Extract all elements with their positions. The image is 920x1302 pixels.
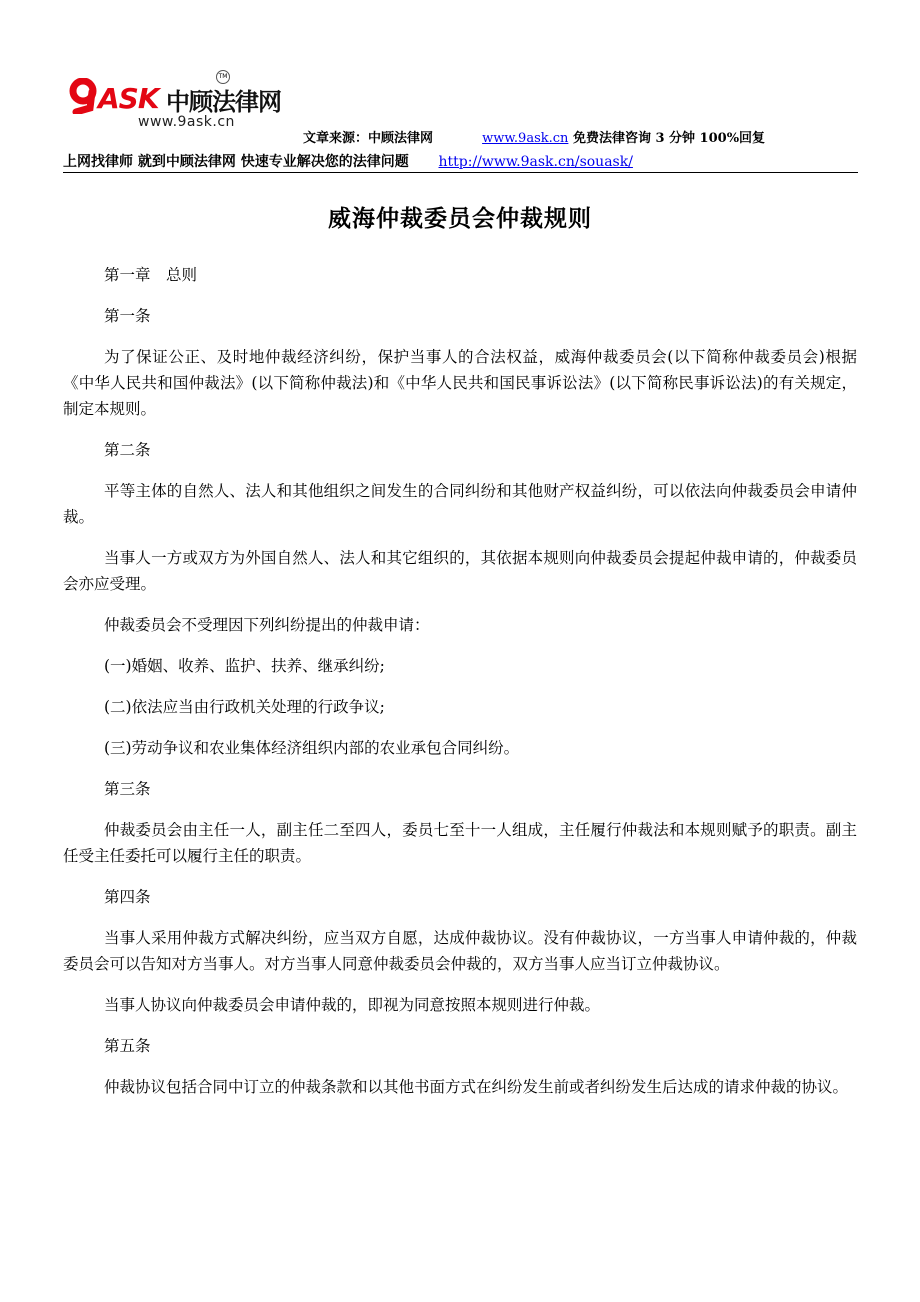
- paragraph: 第一条: [104, 307, 151, 325]
- logo-url-text: www.9ask.cn: [138, 114, 235, 130]
- paragraph: 第一章 总则: [104, 266, 198, 284]
- paragraph: 当事人协议向仲裁委员会申请仲裁的，即视为同意按照本规则进行仲裁。: [104, 996, 601, 1014]
- slogan-text: 上网找律师 就到中顾法律网 快速专业解决您的法律问题: [63, 154, 409, 170]
- document-title: 威海仲裁委员会仲裁规则: [328, 205, 592, 232]
- paragraph: 仲裁协议包括合同中订立的仲裁条款和以其他书面方式在纠纷发生前或者纠纷发生后达成的请求仲裁的协议。: [104, 1078, 849, 1096]
- paragraph: 平等主体的自然人、法人和其他组织之间发生的合同纠纷和其他财产权益纠纷，可以依法向仲裁委员会申请仲裁。: [63, 482, 857, 526]
- page-header: [63, 70, 858, 174]
- source-link[interactable]: www.9ask.cn: [482, 131, 569, 146]
- logo-ask-text: ASK: [98, 82, 159, 115]
- paragraph: (一)婚姻、收养、监护、扶养、继承纠纷;: [104, 657, 385, 675]
- paragraph: 为了保证公正、及时地仲裁经济纠纷，保护当事人的合法权益，威海仲裁委员会(以下简称仲裁委员会)根据《中华人民共和国仲裁法》(以下简称仲裁法)和《中华人民共和国民事诉讼法》(以下简称民事诉讼法)的有关规定，制定本规则。: [63, 348, 857, 418]
- paragraph: 第三条: [104, 780, 151, 798]
- paragraph: 第四条: [104, 888, 151, 906]
- consult-text: 免费法律咨询 3 分钟 100%回复: [572, 131, 766, 146]
- paragraph: (二)依法应当由行政机关处理的行政争议;: [104, 698, 385, 716]
- paragraph: 当事人采用仲裁方式解决纠纷，应当双方自愿，达成仲裁协议。没有仲裁协议，一方当事人申请仲裁的，仲裁委员会可以告知对方当事人。对方当事人同意仲裁委员会仲裁的，双方当事人应当订立仲裁协议。: [63, 929, 857, 973]
- paragraph: 第二条: [104, 441, 151, 459]
- paragraph: 仲裁委员会不受理因下列纠纷提出的仲裁申请：: [104, 616, 430, 634]
- trademark-icon: TM: [216, 70, 230, 84]
- paragraph: 当事人一方或双方为外国自然人、法人和其它组织的，其依据本规则向仲裁委员会提起仲裁申请的，仲裁委员会亦应受理。: [63, 549, 857, 593]
- header-divider: [63, 172, 858, 173]
- document-body: [63, 262, 857, 1115]
- source-line: [303, 127, 765, 146]
- paragraph: (三)劳动争议和农业集体经济组织内部的农业承包合同纠纷。: [104, 739, 520, 757]
- slogan-link[interactable]: http://www.9ask.cn/souask/: [438, 154, 633, 170]
- nine-logo-icon: [68, 78, 102, 114]
- logo-brand-text: 中顾法律网: [166, 88, 281, 116]
- slogan-line: [63, 151, 633, 171]
- paragraph: 第五条: [104, 1037, 151, 1055]
- paragraph: 仲裁委员会由主任一人，副主任二至四人，委员七至十一人组成，主任履行仲裁法和本规则赋予的职责。副主任受主任委托可以履行主任的职责。: [63, 821, 857, 865]
- source-label: 文章来源：中顾法律网: [303, 131, 434, 146]
- site-logo[interactable]: [68, 70, 308, 130]
